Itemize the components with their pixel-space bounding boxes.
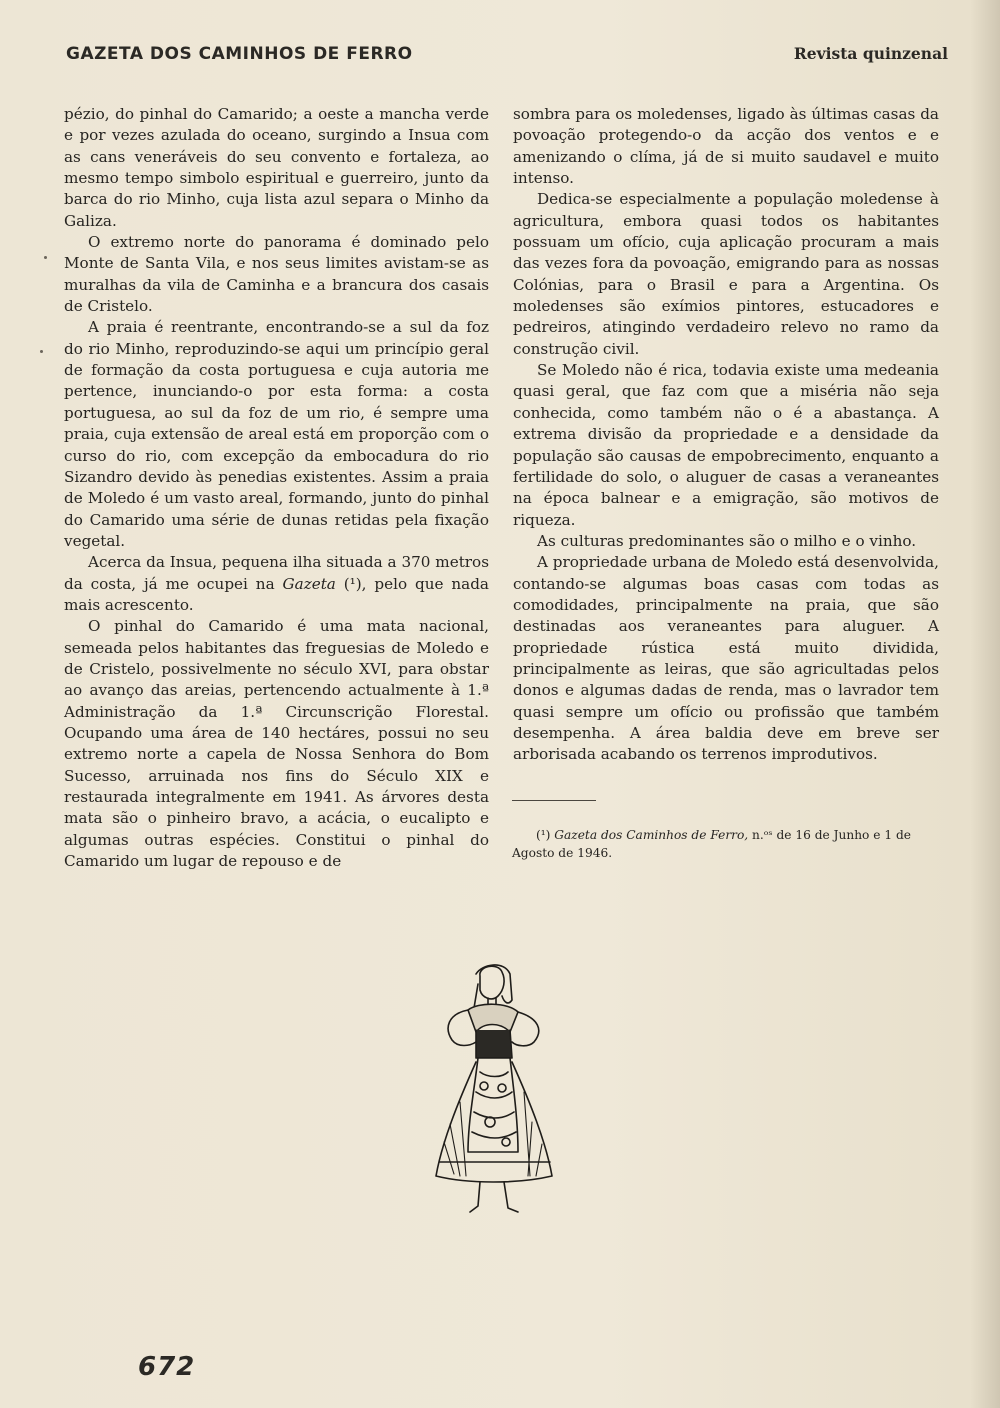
paragraph: O pinhal do Camarido é uma mata nacional, semeada pelos habitantes das freguesias de Moledo e de Cristelo, possivelmente no século XVI, para obstar ao avanço das areias, pertencendo actualmente à 1.ª Administração da 1.ª Circunscrição Florestal. Ocupando uma área de 140 hectáres, possui no seu extremo norte a capela de Nossa Senhora do Bom Sucesso, arruinada nos fins do Século XIX e restaurada integralmente em 1941. As árvores desta mata são o pinheiro bravo, a acácia, o eucalipto e algumas outras espécies. Constitui o pinhal do Camarido um lugar de repouso e de	[64, 617, 489, 871]
footnote-marker: (¹)	[536, 828, 555, 842]
footnote-journal-italic: Gazeta dos Caminhos de Ferro,	[554, 828, 749, 842]
publication-title: GAZETA DOS CAMINHOS DE FERRO	[66, 44, 413, 64]
paragraph: sombra para os moledenses, ligado às últimas casas da povoação protegendo-o da acção dos ventos e e amenizando o clíma, já de si muito saudavel e muito intenso.	[513, 105, 939, 188]
paragraph: Se Moledo não é rica, todavia existe uma medeania quasi geral, que faz com que a miséria não seja conhecida, como também não o é a abastança. A extrema divisão da propriedade e a densidade da população são causas de empobrecimento, enquanto a fertilidade do solo, o aluguer de casas a veraneantes na época balnear e a emigração, são motivos de riqueza.	[513, 361, 939, 529]
print-speck	[40, 350, 43, 353]
page-number: 672	[138, 1352, 196, 1382]
publication-subtitle: Revista quinzenal	[793, 44, 948, 63]
paragraph: A praia é reentrante, encontrando-se a sul da foz do rio Minho, reproduzindo-se aqui um princípio geral de formação da costa portuguesa e cuja autoria me pertence, inunciando-o por esta forma: a costa portuguesa, ao sul da foz de um rio, é sempre uma praia, cuja extensão de areal está em proporção com o curso do rio, com excepção da embocadura do rio Sizandro devido às penedias existentes. Assim a praia de Moledo é um vasto areal, formando, junto do pinhal do Camarido uma série de dunas retidas pela fixação vegetal.	[64, 318, 489, 550]
journal-title-italic: Gazeta	[282, 574, 336, 593]
folk-costume-illustration	[418, 962, 568, 1222]
footnote-text: n.ᵒˢ de 16 de Junho e 1 de Agosto de 1946.	[512, 828, 911, 860]
footnote	[512, 826, 942, 862]
print-speck	[44, 256, 47, 259]
paragraph-text: Acerca da Insua, pequena ilha situada a 370 metros da costa, já me ocupei na	[64, 553, 489, 593]
left-column	[64, 104, 489, 872]
paragraph: Dedica-se especialmente a população moledense à agricultura, embora quasi todos os habitantes possuam um ofício, cuja aplicação procuram a mais das vezes fora da povoação, emigrando para as nossas Colónias, para o Brasil e para a Argentina. Os moledenses são exímios pintores, estucadores e pedreiros, atingindo verdadeiro relevo no ramo da construção civil.	[513, 190, 939, 358]
paragraph	[64, 552, 489, 616]
paragraph: A propriedade urbana de Moledo está desenvolvida, contando-se algumas boas casas com todas as comodidades, principalmente na praia, que são destinadas aos veraneantes para aluguer. A propriedade rústica está muito dividida, principalmente as leiras, que são agricultadas pelos donos e algumas dadas de renda, mas o lavrador tem quasi sempre um ofício ou profissão que também desempenha. A área baldia deve em breve ser arborisada acabando os terrenos improdutivos.	[513, 553, 939, 764]
paragraph: O extremo norte do panorama é dominado pelo Monte de Santa Vila, e nos seus limites avistam-se as muralhas da vila de Caminha e a brancura dos casais de Cristelo.	[64, 233, 489, 316]
right-column	[513, 104, 939, 766]
paragraph: pézio, do pinhal do Camarido; a oeste a mancha verde e por vezes azulada do oceano, surgindo a Insua com as cans veneráveis do seu convento e fortaleza, ao mesmo tempo simbolo espiritual e guerreiro, junto da barca do rio Minho, cuja lista azul separa o Minho da Galiza.	[64, 105, 489, 230]
running-header	[66, 44, 948, 74]
paragraph: As culturas predominantes são o milho e o vinho.	[537, 531, 917, 550]
paragraph-text: (¹), pelo que nada mais acrescento.	[64, 574, 489, 614]
footnote-rule	[512, 800, 596, 801]
